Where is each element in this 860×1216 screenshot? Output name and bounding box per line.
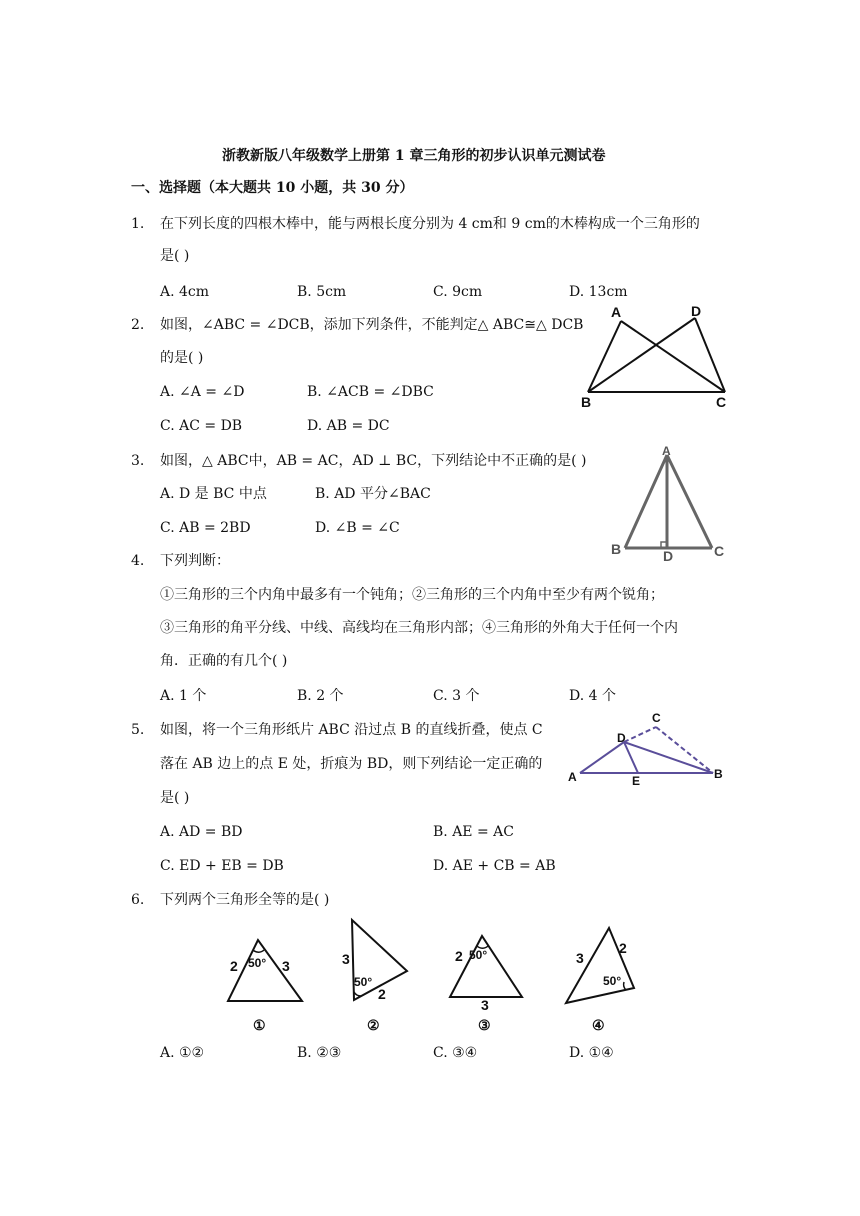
q1-number: 1. xyxy=(131,216,145,232)
q4-stem-line2: ①三角形的三个内角中最多有一个钝角；②三角形的三个内角中至少有两个锐角； xyxy=(160,587,664,603)
q5-option-b: B. AE = AC xyxy=(433,824,514,840)
q2-number: 2. xyxy=(131,317,145,333)
q2-label-b: B xyxy=(581,394,592,410)
q6-caption-3: ③ xyxy=(478,1018,491,1034)
q6-triangle-3 xyxy=(440,930,530,1005)
q4-stem-line4: 角．正确的有几个( ) xyxy=(160,653,288,669)
q5-option-d: D. AE + CB = AB xyxy=(433,858,556,874)
q3-option-c: C. AB = 2BD xyxy=(160,520,251,536)
q5-stem-line2: 落在 AB 边上的点 E 处，折痕为 BD，则下列结论一定正确的 xyxy=(160,756,543,772)
q6-t2-side-left: 3 xyxy=(342,951,350,967)
q5-stem-line3: 是( ) xyxy=(160,790,190,806)
q6-t4-side-left: 3 xyxy=(576,950,584,966)
q6-option-a: A. ①② xyxy=(160,1045,205,1061)
q1-option-c: C. 9cm xyxy=(433,284,483,300)
q6-option-c: C. ③④ xyxy=(433,1045,478,1061)
q6-caption-1: ① xyxy=(253,1018,266,1034)
q6-caption-4: ④ xyxy=(592,1018,605,1034)
q3-option-b: B. AD 平分∠BAC xyxy=(315,486,431,502)
q2-stem-line2: 的是( ) xyxy=(160,350,204,366)
q3-label-a: A xyxy=(662,444,671,458)
q4-stem-line3: ③三角形的角平分线、中线、高线均在三角形内部；④三角形的外角大于任何一个内 xyxy=(160,620,678,636)
section-heading: 一、选择题（本大题共 10 小题，共 30 分） xyxy=(131,180,414,196)
q6-t1-side-left: 2 xyxy=(230,958,238,974)
q3-stem-line1: 如图，△ ABC中，AB = AC，AD ⊥ BC，下列结论中不正确的是( ) xyxy=(160,453,587,469)
q2-label-c: C xyxy=(716,394,727,410)
q3-label-d: D xyxy=(663,548,674,564)
q1-option-d: D. 13cm xyxy=(569,284,628,300)
q6-t4-angle: 50° xyxy=(603,974,622,988)
q6-t2-angle: 50° xyxy=(354,975,373,989)
q2-option-d: D. AB = DC xyxy=(307,418,390,434)
q3-label-c: C xyxy=(714,543,725,559)
q1-option-a: A. 4cm xyxy=(160,284,210,300)
q6-option-b: B. ②③ xyxy=(297,1045,342,1061)
q3-option-d: D. ∠B = ∠C xyxy=(315,520,400,536)
q3-option-a: A. D 是 BC 中点 xyxy=(160,486,267,502)
q2-stem-line1: 如图，∠ABC = ∠DCB，添加下列条件，不能判定△ ABC≅△ DCB xyxy=(160,317,584,333)
q3-figure xyxy=(610,445,720,560)
q6-number: 6. xyxy=(131,892,145,908)
q1-stem-line1: 在下列长度的四根木棒中，能与两根长度分别为 4 cm和 9 cm的木棒构成一个三角形的 xyxy=(160,216,700,232)
q4-option-d: D. 4 个 xyxy=(569,688,616,704)
q3-label-b: B xyxy=(611,541,622,557)
q6-caption-2: ② xyxy=(367,1018,380,1034)
q2-figure xyxy=(580,305,730,410)
q6-t2-side-bottom: 2 xyxy=(378,986,386,1002)
q6-t3-side-bottom: 3 xyxy=(481,997,489,1013)
q4-option-a: A. 1 个 xyxy=(160,688,207,704)
q5-number: 5. xyxy=(131,722,145,738)
q5-label-a: A xyxy=(568,770,577,784)
page-title: 浙教新版八年级数学上册第 1 章三角形的初步认识单元测试卷 xyxy=(222,148,606,164)
q5-option-a: A. AD = BD xyxy=(160,824,243,840)
q2-label-a: A xyxy=(611,304,622,320)
q5-label-d: D xyxy=(617,731,626,745)
q6-option-d: D. ①④ xyxy=(569,1045,614,1061)
q6-t4-side-right: 2 xyxy=(619,940,627,956)
q6-stem-line1: 下列两个三角形全等的是( ) xyxy=(160,892,330,908)
q6-t3-angle: 50° xyxy=(469,948,488,962)
q5-option-c: C. ED + EB = DB xyxy=(160,858,284,874)
q2-option-a: A. ∠A = ∠D xyxy=(160,384,245,400)
q5-figure xyxy=(570,712,730,792)
q2-option-b: B. ∠ACB = ∠DBC xyxy=(307,384,434,400)
q5-label-e: E xyxy=(632,774,641,788)
q6-t1-angle: 50° xyxy=(248,956,267,970)
q6-t1-side-right: 3 xyxy=(282,958,290,974)
q6-t3-side-left: 2 xyxy=(455,948,463,964)
q2-label-d: D xyxy=(691,303,702,319)
q5-label-b: B xyxy=(714,767,723,781)
q5-label-c: C xyxy=(652,711,661,725)
q4-option-b: B. 2 个 xyxy=(297,688,344,704)
q4-stem-line1: 下列判断： xyxy=(160,553,230,569)
q5-stem-line1: 如图，将一个三角形纸片 ABC 沿过点 B 的直线折叠，使点 C xyxy=(160,722,543,738)
q6-triangle-4 xyxy=(558,922,643,1007)
q2-option-c: C. AC = DB xyxy=(160,418,243,434)
q4-number: 4. xyxy=(131,553,145,569)
q1-option-b: B. 5cm xyxy=(297,284,347,300)
q4-option-c: C. 3 个 xyxy=(433,688,480,704)
q3-number: 3. xyxy=(131,453,145,469)
q1-stem-line2: 是( ) xyxy=(160,248,190,264)
